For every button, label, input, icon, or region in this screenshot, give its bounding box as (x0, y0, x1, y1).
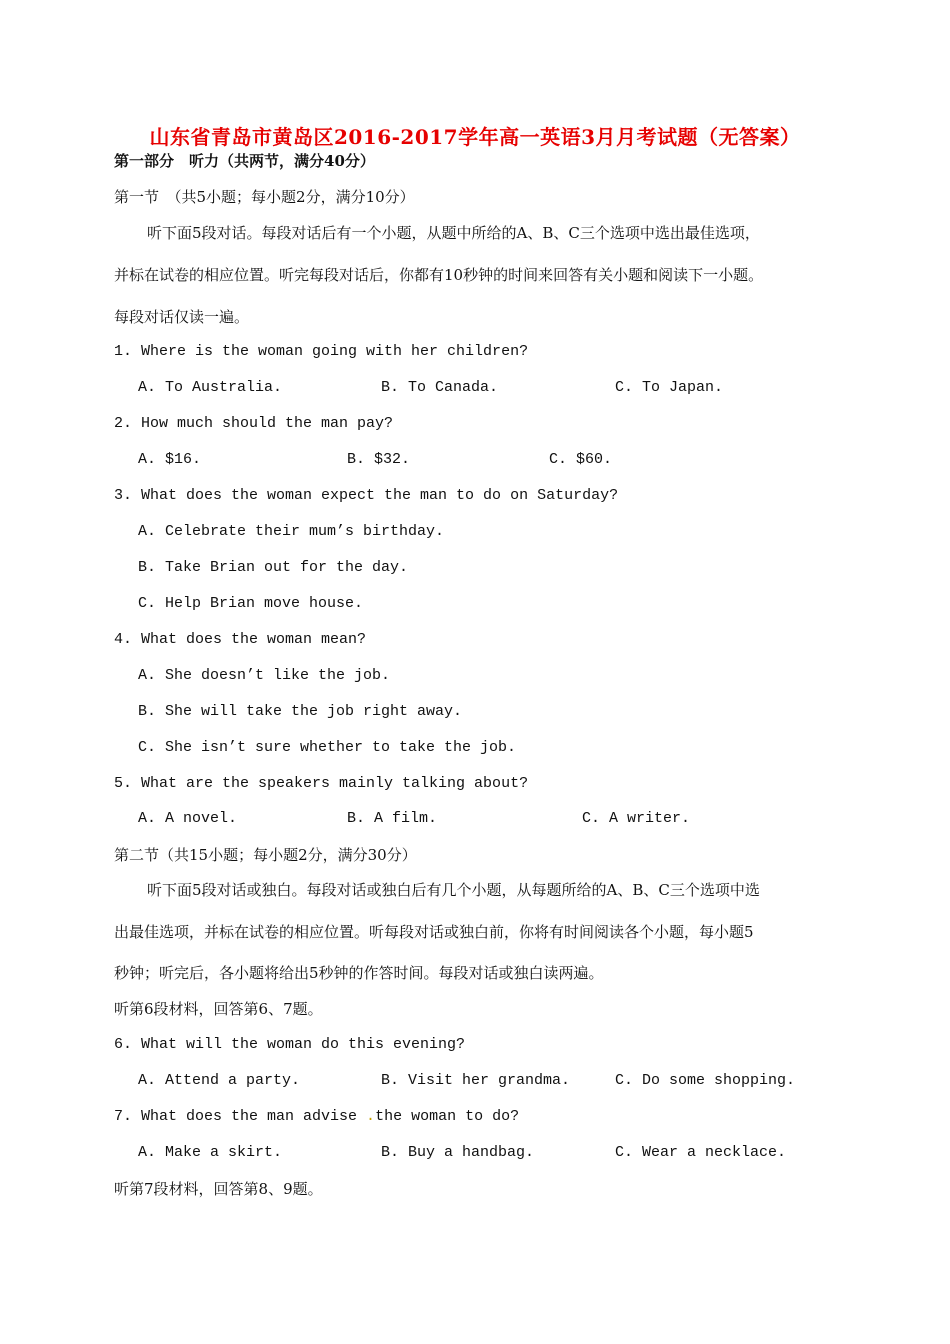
option-7c: C. Wear a necklace. (615, 1144, 787, 1161)
option-2b: B. $32. (347, 451, 411, 468)
section1-heading: 第一节 （共5小题；每小题2分，满分10分） (114, 188, 415, 206)
option-2a: A. $16. (138, 451, 202, 468)
option-6c: C. Do some shopping. (615, 1072, 796, 1089)
question-5: 5. What are the speakers mainly talking about? (114, 775, 529, 792)
option-4a: A. She doesn’t like the job. (138, 667, 391, 684)
section2-heading: 第二节（共15小题；每小题2分，满分30分） (114, 846, 417, 864)
question-3: 3. What does the woman expect the man to do on Saturday? (114, 487, 619, 504)
question-7 (114, 1107, 519, 1127)
section1-instruction-line: 听下面5段对话。每段对话后有一个小题，从题中所给的A、B、C三个选项中选出最佳选项， (147, 224, 760, 242)
question-1: 1. Where is the woman going with her children? (114, 343, 529, 360)
option-1b: B. To Canada. (381, 379, 499, 396)
question-2: 2. How much should the man pay? (114, 415, 394, 432)
option-2c: C. $60. (549, 451, 613, 468)
material-6-note: 听第6段材料，回答第6、7题。 (114, 1000, 323, 1018)
option-4b: B. She will take the job right away. (138, 703, 463, 720)
option-5b: B. A film. (347, 810, 438, 827)
material-7-note: 听第7段材料，回答第8、9题。 (114, 1180, 323, 1198)
option-5a: A. A novel. (138, 810, 238, 827)
question-4: 4. What does the woman mean? (114, 631, 367, 648)
option-7a: A. Make a skirt. (138, 1144, 283, 1161)
question-6: 6. What will the woman do this evening? (114, 1036, 466, 1053)
question-7-text-end: the woman to do? (375, 1108, 520, 1125)
section2-instruction-line: 秒钟；听完后，各小题将给出5秒钟的作答时间。每段对话或独白读两遍。 (114, 964, 604, 982)
option-3a: A. Celebrate their mum’s birthday. (138, 523, 445, 540)
option-6b: B. Visit her grandma. (381, 1072, 571, 1089)
option-1c: C. To Japan. (615, 379, 724, 396)
option-1a: A. To Australia. (138, 379, 283, 396)
document-title: 山东省青岛市黄岛区2016-2017学年高一英语3月月考试题（无答案） (149, 125, 801, 149)
section2-instruction-line: 出最佳选项，并标在试卷的相应位置。听每段对话或独白前，你将有时间阅读各个小题，每小题5 (114, 923, 754, 941)
section2-instruction-line: 听下面5段对话或独白。每段对话或独白后有几个小题，从每题所给的A、B、C三个选项中选 (147, 881, 760, 899)
option-5c: C. A writer. (582, 810, 691, 827)
section1-instruction-line: 每段对话仅读一遍。 (114, 308, 250, 326)
option-4c: C. She isn’t sure whether to take the job. (138, 739, 517, 756)
part1-heading: 第一部分 听力（共两节，满分40分） (114, 152, 375, 170)
option-7b: B. Buy a handbag. (381, 1144, 535, 1161)
option-3b: B. Take Brian out for the day. (138, 559, 409, 576)
section1-instruction-line: 并标在试卷的相应位置。听完每段对话后，你都有10秒钟的时间来回答有关小题和阅读下一小题。 (114, 266, 764, 284)
stray-dot-mark: . (366, 1108, 376, 1125)
option-3c: C. Help Brian move house. (138, 595, 364, 612)
question-7-text-start: 7. What does the man advise (114, 1108, 367, 1125)
option-6a: A. Attend a party. (138, 1072, 301, 1089)
